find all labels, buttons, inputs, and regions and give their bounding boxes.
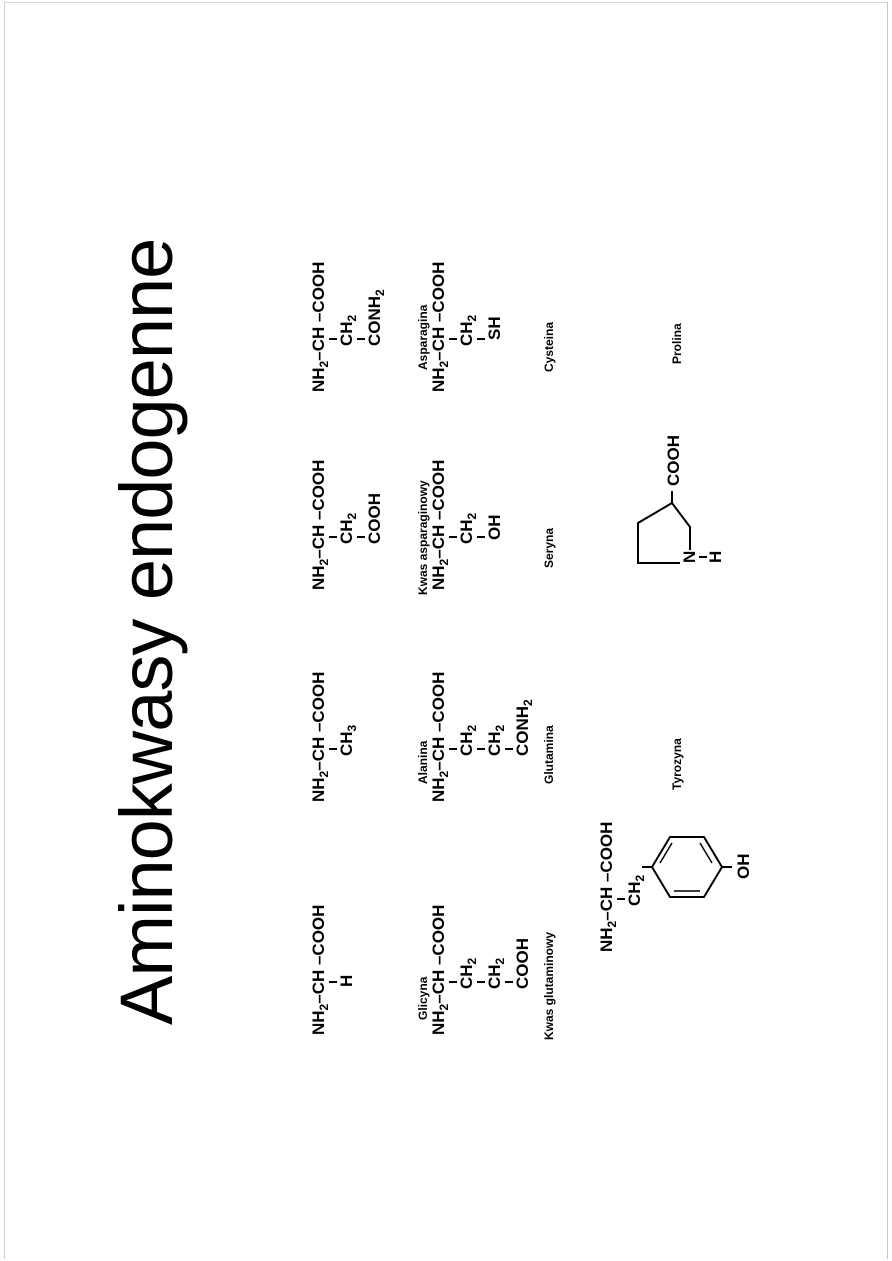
name-alanina: Alanina	[416, 740, 430, 784]
side-chain-2: $CH_2$	[485, 724, 507, 756]
backbone-nh: NH	[429, 1010, 448, 1035]
backbone-nh: NH	[309, 565, 328, 590]
backbone	[430, 672, 450, 802]
side-chain-2: COOH	[365, 493, 384, 544]
name-cysteina: Cysteina	[542, 321, 556, 372]
backbone	[310, 905, 330, 1035]
side-chain-2: SH	[485, 316, 504, 340]
backbone-nh: NH	[429, 367, 448, 392]
prolina-cooh: COOH	[664, 435, 683, 486]
side-chain-2: $CONH_2$	[365, 289, 387, 346]
backbone-sub: 2	[317, 558, 331, 566]
backbone-rest: –CH –COOH	[429, 459, 448, 559]
backbone	[310, 672, 330, 802]
side-chain-1: $CH_2$	[457, 512, 479, 544]
page-title: Aminokwasy endogenne	[105, 238, 188, 1025]
side-chain-3: $CONH_2$	[513, 699, 535, 756]
backbone-sub: 2	[437, 1003, 451, 1011]
side-chain-1: $CH_2$	[457, 314, 479, 346]
prolina-h: H	[706, 550, 725, 563]
side-chain-1: $CH_3$	[337, 724, 359, 756]
name-kwas-asparaginowy: Kwas asparaginowy	[416, 480, 430, 595]
backbone-nh: NH	[597, 927, 616, 952]
backbone-nh: NH	[309, 367, 328, 392]
backbone	[430, 905, 450, 1035]
side-chain-3: COOH	[513, 938, 532, 989]
backbone-rest: –CH –COOH	[309, 459, 328, 559]
name-glicyna: Glicyna	[416, 976, 430, 1020]
side-chain-1: $CH_2$	[337, 512, 359, 544]
backbone-sub: 2	[317, 360, 331, 368]
backbone-sub: 2	[437, 558, 451, 566]
backbone-rest: –CH –COOH	[309, 671, 328, 771]
side-chain-1: H	[337, 974, 356, 987]
backbone	[430, 262, 450, 392]
backbone-sub: 2	[317, 770, 331, 778]
backbone-rest: –CH –COOH	[309, 904, 328, 1004]
backbone-rest: –CH –COOH	[429, 904, 448, 1004]
name-tyrozyna: Tyrozyna	[670, 738, 684, 790]
backbone-rest: –CH –COOH	[429, 261, 448, 361]
backbone	[598, 822, 618, 952]
backbone-rest: –CH –COOH	[309, 261, 328, 361]
side-chain-1: $CH_2$	[337, 314, 359, 346]
backbone-sub: 2	[437, 770, 451, 778]
name-seryna: Seryna	[542, 527, 556, 568]
backbone-sub: 2	[317, 1003, 331, 1011]
side-chain-2: $CH_2$	[485, 957, 507, 989]
backbone	[430, 460, 450, 590]
name-asparagina: Asparagina	[416, 304, 430, 370]
backbone-rest: –CH –COOH	[597, 821, 616, 921]
backbone-nh: NH	[309, 777, 328, 802]
backbone	[310, 262, 330, 392]
backbone-rest: –CH –COOH	[429, 671, 448, 771]
backbone-nh: NH	[429, 777, 448, 802]
backbone-nh: NH	[309, 1010, 328, 1035]
backbone-sub: 2	[605, 920, 619, 928]
name-prolina: Prolina	[670, 323, 684, 364]
backbone	[310, 460, 330, 590]
name-glutamina: Glutamina	[542, 725, 556, 784]
backbone-sub: 2	[437, 360, 451, 368]
side-chain-2: OH	[485, 514, 504, 540]
name-kwas-glutaminowy: Kwas glutaminowy	[542, 931, 556, 1040]
prolina-n: N	[680, 550, 699, 563]
side-chain-1: $CH_2$	[457, 957, 479, 989]
side-chain-1: $CH_2$	[625, 874, 647, 906]
tyrozyna-oh: OH	[734, 853, 753, 879]
side-chain-1: $CH_2$	[457, 724, 479, 756]
backbone-nh: NH	[429, 565, 448, 590]
slide	[30, 0, 870, 1120]
